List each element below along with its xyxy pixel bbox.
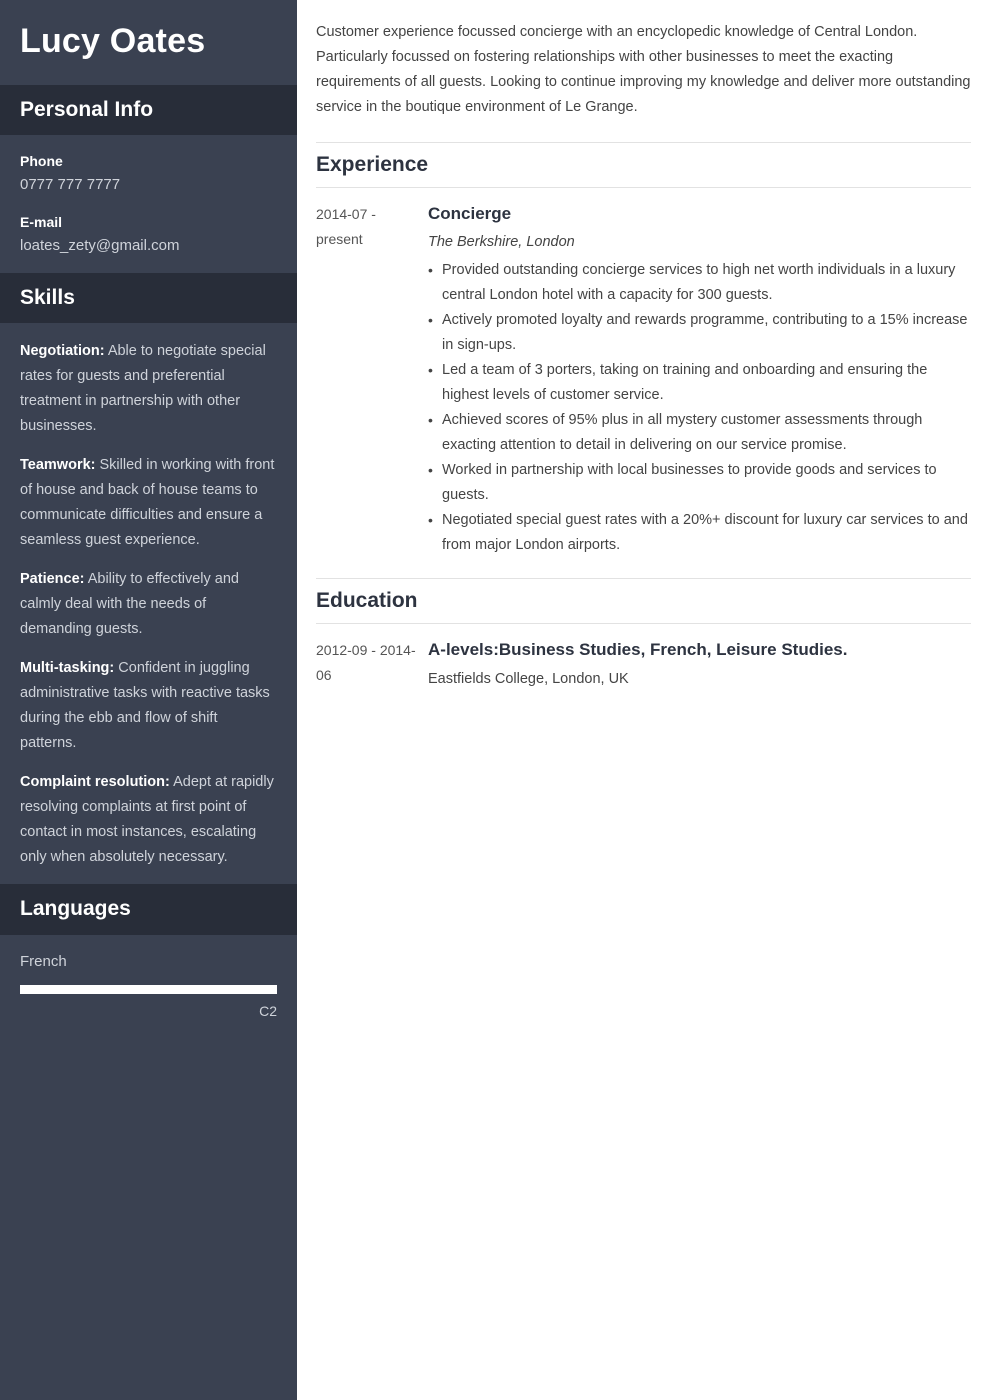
skill-item [20, 656, 277, 756]
skills-section-header [0, 273, 297, 323]
skill-name: Negotiation: [20, 343, 105, 360]
experience-heading: Experience [316, 142, 971, 188]
contact-item-phone [20, 151, 277, 197]
education-entry-body [428, 638, 971, 692]
experience-bullet: • Provided outstanding concierge services to high net worth individuals in a luxury central London hotel with a capacity for 300 guests. [428, 258, 971, 308]
personal-info-heading: Personal Info [20, 98, 154, 122]
experience-bullet: • Led a team of 3 porters, taking on training and onboarding and ensuring the highest levels of customer service. [428, 358, 971, 408]
education-degree-title: A-levels:Business Studies, French, Leisure Studies. [428, 640, 848, 660]
experience-organization: The Berkshire, London [428, 233, 575, 250]
skills-body [0, 323, 297, 884]
personal-info-body [0, 135, 297, 273]
contact-label-email: E-mail [20, 213, 63, 230]
main-content [297, 0, 990, 1400]
skill-name: Multi-tasking: [20, 660, 115, 677]
name-header [0, 0, 297, 85]
experience-bullet: • Achieved scores of 95% plus in all mystery customer assessments through exacting attention to detail in delivering on our service promise. [428, 408, 971, 458]
skill-item [20, 567, 277, 642]
education-entry [316, 624, 971, 692]
experience-bullet: • Actively promoted loyalty and rewards programme, contributing to a 15% increase in sign-ups. [428, 308, 971, 358]
languages-heading: Languages [20, 897, 131, 921]
contact-value-email[interactable]: loates_zety@gmail.com [20, 236, 180, 254]
education-entry-dates: 2012-09 - 2014-06 [316, 642, 416, 684]
sidebar [0, 0, 297, 1400]
education-section [316, 578, 971, 692]
skill-name: Patience: [20, 571, 85, 588]
skill-description: Skilled in working with front of house and back of house teams to communicate difficulties and ensure a seamless guest experience. [20, 457, 275, 549]
professional-summary: Customer experience focussed concierge with an encyclopedic knowledge of Central London. Particularly focussed on fostering relationships with other businesses to meet the exacting requirements of all guests. Looking to continue improving my knowledge and deliver more outstanding service in the boutique environment of Le Grange. [316, 24, 971, 115]
languages-section-header [0, 884, 297, 934]
languages-body [0, 935, 297, 1040]
contact-value-phone[interactable]: 0777 777 7777 [20, 176, 121, 194]
experience-entry [316, 188, 971, 558]
experience-bullet: • Negotiated special guest rates with a 20%+ discount for luxury car services to and from major London airports. [428, 508, 971, 558]
contact-item-email [20, 212, 277, 258]
language-proficiency-bar [20, 985, 277, 994]
skill-item [20, 453, 277, 553]
skill-description: Able to negotiate special rates for guests and preferential treatment in partnership with other businesses. [20, 343, 266, 435]
language-proficiency-fill [21, 986, 276, 993]
contact-label-phone: Phone [20, 153, 63, 170]
experience-bullet-list [428, 258, 971, 558]
skill-name: Teamwork: [20, 457, 96, 474]
experience-bullet: • Worked in partnership with local businesses to provide goods and services to guests. [428, 458, 971, 508]
skill-description: Confident in juggling administrative tasks with reactive tasks during the ebb and flow of shift patterns. [20, 660, 270, 752]
education-heading: Education [316, 578, 971, 624]
skills-heading: Skills [20, 286, 75, 310]
skill-description: Adept at rapidly resolving complaints at first point of contact in most instances, escalating only when absolutely necessary. [20, 774, 274, 866]
language-name: French [20, 952, 67, 970]
personal-info-section-header [0, 85, 297, 135]
experience-section [316, 142, 971, 558]
skill-item [20, 770, 277, 870]
experience-entry-body [428, 202, 971, 558]
candidate-name: Lucy Oates [20, 22, 206, 60]
experience-job-title: Concierge [428, 204, 512, 224]
skill-description: Ability to effectively and calmly deal with the needs of demanding guests. [20, 571, 239, 638]
skill-item [20, 339, 277, 439]
skill-name: Complaint resolution: [20, 774, 170, 791]
experience-entry-dates: 2014-07 - present [316, 206, 376, 248]
language-level: C2 [259, 1003, 277, 1020]
language-item-french [20, 951, 277, 1022]
education-institution: Eastfields College, London, UK [428, 670, 629, 687]
